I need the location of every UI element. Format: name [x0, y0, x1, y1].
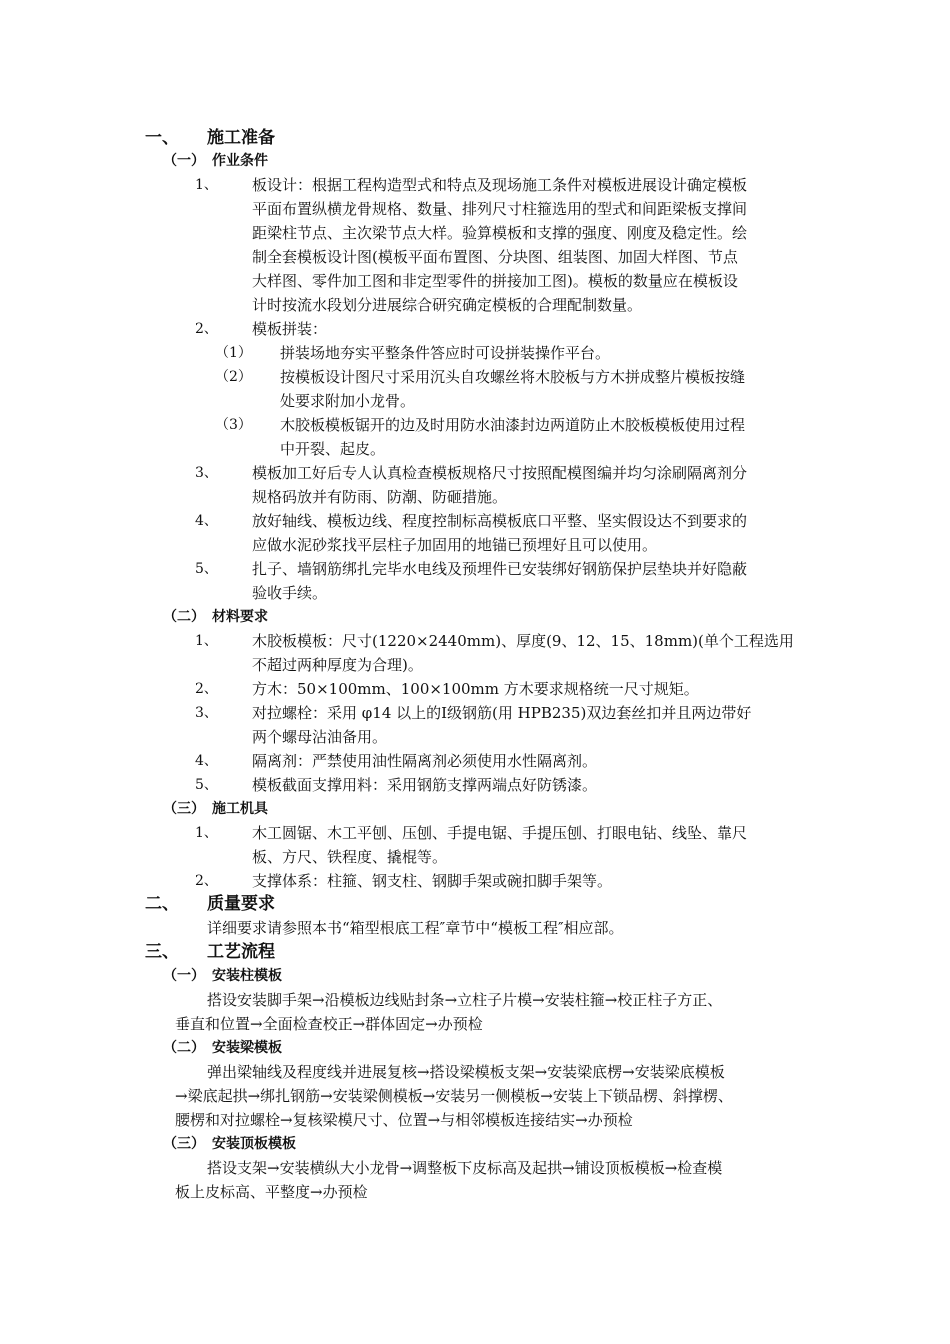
- paragraph-line: 两个螺母沾油备用。: [252, 728, 388, 746]
- item-number: 1、: [195, 633, 218, 649]
- subsection-3-2-number: （二）: [163, 1040, 205, 1056]
- item-number: 3、: [195, 705, 218, 721]
- section-3-number: 三、: [145, 942, 179, 962]
- paragraph-line: 按模板设计图尺寸采用沉头自攻螺丝将木胶板与方木拼成整片模板按缝: [280, 368, 746, 386]
- subsection-3-3-title: 安装顶板模板: [212, 1136, 296, 1152]
- item-number: 5、: [195, 561, 218, 577]
- paragraph-line: 对拉螺栓：采用 φ14 以上的Ⅰ级钢筋(用 HPB235)双边套丝扣并且两边带好: [252, 704, 752, 722]
- paragraph-line: 木工圆锯、木工平刨、压刨、手提电锯、手提压刨、打眼电钻、线坠、靠尺: [252, 824, 748, 842]
- paragraph-line: 处要求附加小龙骨。: [280, 392, 416, 410]
- section-2-number: 二、: [145, 894, 179, 914]
- paragraph-line: 模板加工好后专人认真检查模板规格尺寸按照配模图编并均匀涂刷隔离剂分: [252, 464, 748, 482]
- paragraph-line: 木胶板模板锯开的边及时用防水油漆封边两道防止木胶板模板使用过程: [280, 416, 746, 434]
- item-number: 1、: [195, 825, 218, 841]
- subsection-1-3-number: （三）: [163, 801, 205, 817]
- paragraph-line: 木胶板模板：尺寸(1220×2440mm)、厚度(9、12、15、18mm)(单个工程选用: [252, 632, 794, 650]
- section-3-title: 工艺流程: [207, 942, 275, 962]
- item-number: 3、: [195, 465, 218, 481]
- paragraph-line: 腰楞和对拉螺栓→复核梁模尺寸、位置→与相邻模板连接结实→办预检: [175, 1111, 633, 1129]
- paragraph-line: 不超过两种厚度为合理)。: [252, 656, 423, 674]
- paragraph-line: 板上皮标高、平整度→办预检: [175, 1183, 368, 1201]
- paragraph-line: 验收手续。: [252, 584, 328, 602]
- item-number: 4、: [195, 753, 218, 769]
- paragraph-line: 拼装场地夯实平整条件答应时可设拼装操作平台。: [280, 344, 611, 362]
- subsection-1-3-title: 施工机具: [212, 801, 268, 817]
- paragraph-line: 弹出梁轴线及程度线并进展复核→搭设梁模板支架→安装梁底楞→安装梁底模板: [207, 1063, 725, 1081]
- subitem-number: （2）: [215, 369, 252, 385]
- paragraph-line: 中开裂、起皮。: [280, 440, 386, 458]
- paragraph-line: →梁底起拱→绑扎钢筋→安装梁侧模板→安装另一侧模板→安装上下锁品楞、斜撑楞、: [175, 1087, 733, 1105]
- paragraph-line: 搭设支架→安装横纵大小龙骨→调整板下皮标高及起拱→铺设顶板模板→检查模: [207, 1159, 723, 1177]
- subsection-3-1-title: 安装柱模板: [212, 968, 282, 984]
- section-1-number: 一、: [145, 128, 179, 148]
- paragraph-line: 平面布置纵横龙骨规格、数量、排列尺寸柱箍选用的型式和间距梁板支撑间: [252, 200, 748, 218]
- paragraph-line: 隔离剂：严禁使用油性隔离剂必须使用水性隔离剂。: [252, 752, 598, 770]
- section-2-title: 质量要求: [207, 894, 275, 914]
- paragraph-line: 模板截面支撑用料：采用钢筋支撑两端点好防锈漆。: [252, 776, 598, 794]
- subsection-1-2-number: （二）: [163, 609, 205, 625]
- paragraph-line: 制全套模板设计图(模板平面布置图、分块图、组装图、加固大样图、节点: [252, 248, 738, 266]
- subsection-3-1-number: （一）: [163, 968, 205, 984]
- item-number: 4、: [195, 513, 218, 529]
- subsection-1-2-title: 材料要求: [212, 609, 268, 625]
- paragraph-line: 支撑体系：柱箍、钢支柱、钢脚手架或碗扣脚手架等。: [252, 872, 613, 890]
- item-number: 1、: [195, 177, 218, 193]
- subsection-3-3-number: （三）: [163, 1136, 205, 1152]
- paragraph-line: 板设计：根据工程构造型式和特点及现场施工条件对模板进展设计确定模板: [252, 176, 748, 194]
- paragraph-line: 详细要求请参照本书“箱型根底工程″章节中“模板工程″相应部。: [207, 919, 624, 937]
- paragraph-line: 搭设安装脚手架→沿模板边线贴封条→立柱子片模→安装柱箍→校正柱子方正、: [207, 991, 723, 1009]
- item-number: 2、: [195, 873, 218, 889]
- subsection-1-1-title: 作业条件: [212, 153, 268, 169]
- paragraph-line: 方木：50×100mm、100×100mm 方木要求规格统一尺寸规矩。: [252, 680, 699, 698]
- paragraph-line: 板、方尺、铁程度、撬棍等。: [252, 848, 448, 866]
- paragraph-line: 大样图、零件加工图和非定型零件的拼接加工图)。模板的数量应在模板设: [252, 272, 738, 290]
- paragraph-line: 放好轴线、模板边线、程度控制标高模板底口平整、坚实假设达不到要求的: [252, 512, 748, 530]
- item-number: 2、: [195, 681, 218, 697]
- item-number: 5、: [195, 777, 218, 793]
- paragraph-line: 计时按流水段划分进展综合研究确定模板的合理配制数量。: [252, 296, 643, 314]
- paragraph-line: 模板拼装：: [252, 320, 328, 338]
- paragraph-line: 距梁柱节点、主次梁节点大样。验算模板和支撑的强度、刚度及稳定性。绘: [252, 224, 748, 242]
- subsection-1-1-number: （一）: [163, 153, 205, 169]
- section-1-title: 施工准备: [207, 128, 275, 148]
- item-number: 2、: [195, 321, 218, 337]
- paragraph-line: 规格码放并有防雨、防潮、防砸措施。: [252, 488, 508, 506]
- subitem-number: （1）: [215, 345, 252, 361]
- paragraph-line: 垂直和位置→全面检查校正→群体固定→办预检: [175, 1015, 483, 1033]
- subsection-3-2-title: 安装梁模板: [212, 1040, 282, 1056]
- subitem-number: （3）: [215, 417, 252, 433]
- paragraph-line: 扎子、墙钢筋绑扎完毕水电线及预埋件已安装绑好钢筋保护层垫块并好隐蔽: [252, 560, 748, 578]
- paragraph-line: 应做水泥砂浆找平层柱子加固用的地锚已预埋好且可以使用。: [252, 536, 658, 554]
